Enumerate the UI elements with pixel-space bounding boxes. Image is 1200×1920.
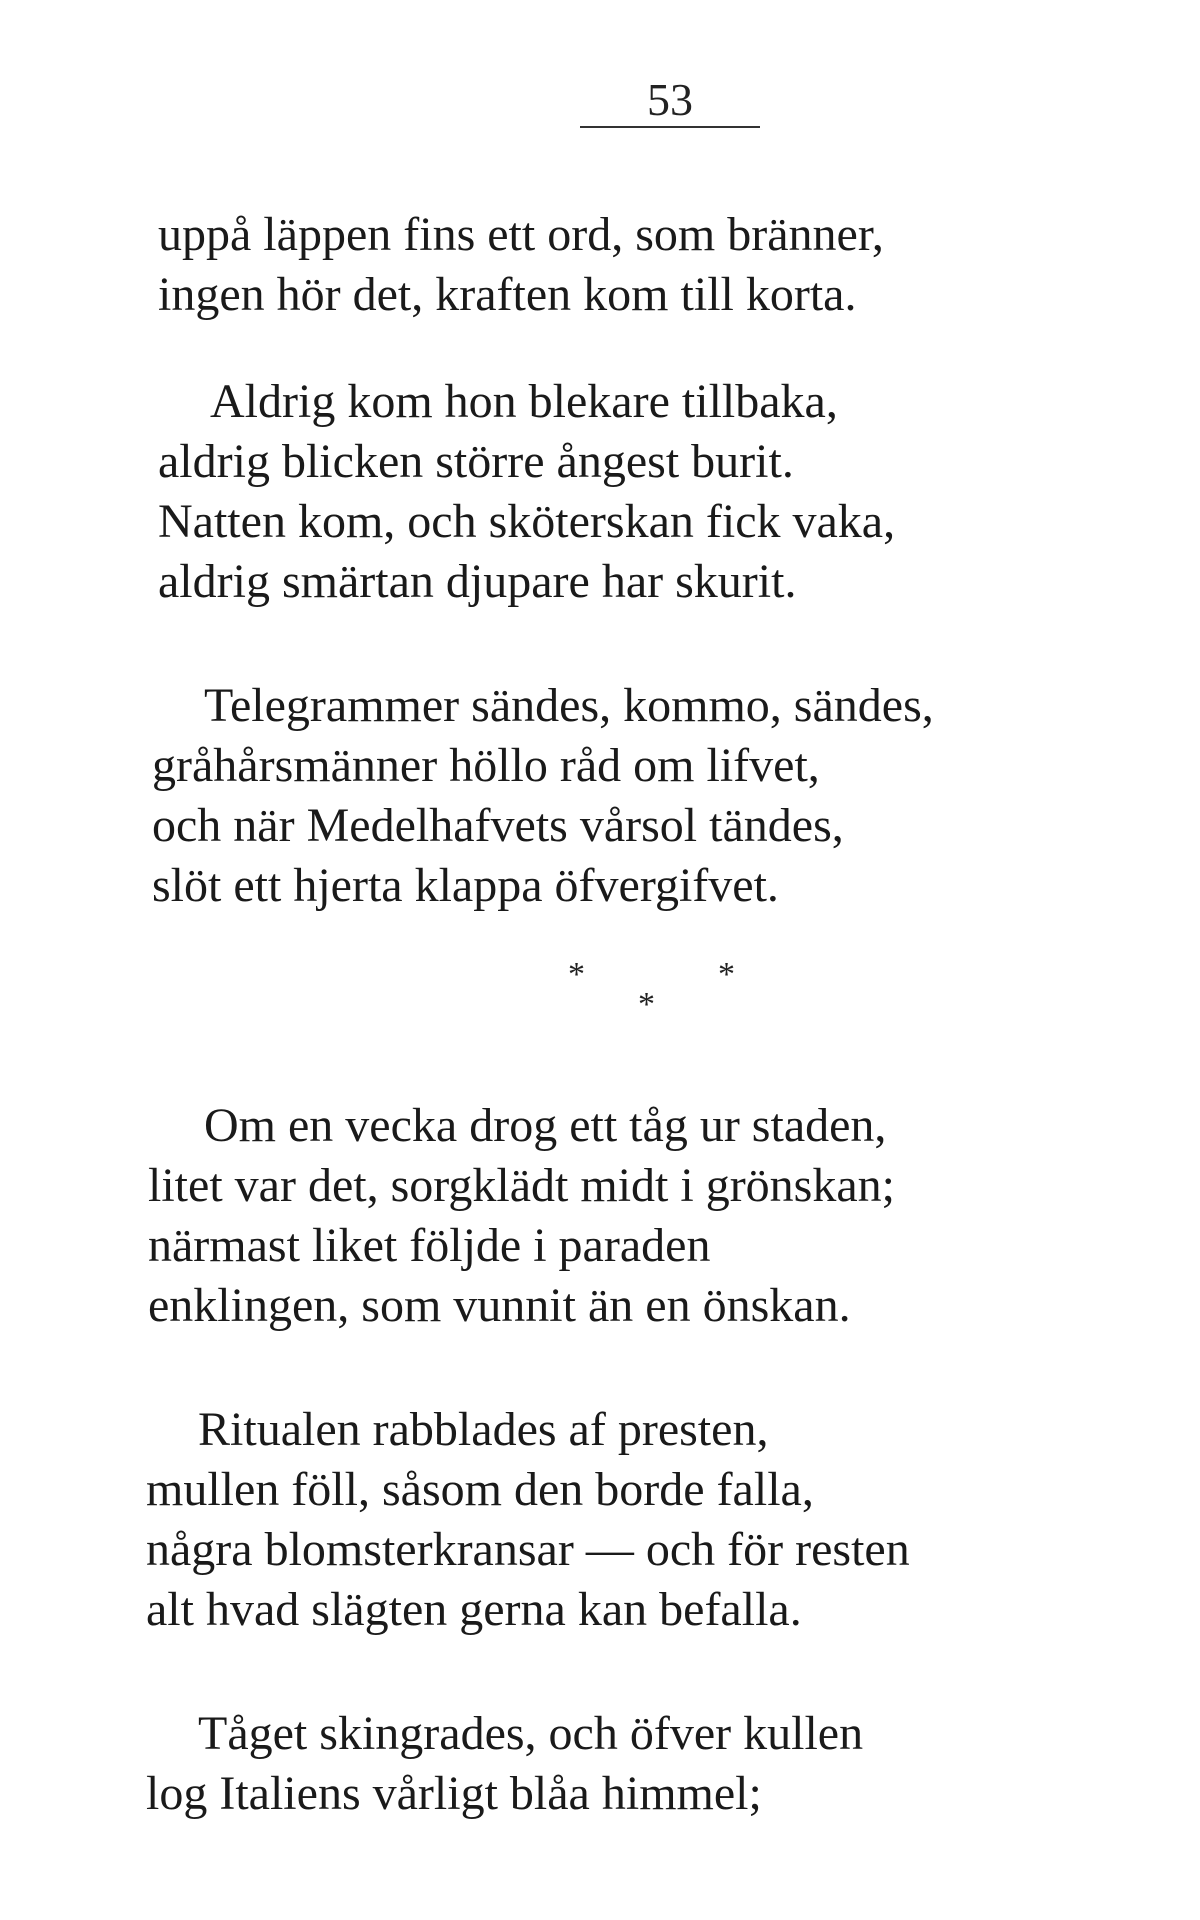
poem-line: Aldrig kom hon blekare tillbaka, — [210, 375, 838, 428]
poem-line: slöt ett hjerta klappa öfvergifvet. — [152, 859, 779, 912]
poem-line: mullen föll, såsom den borde falla, — [146, 1463, 814, 1516]
poem-line: enklingen, som vunnit än en önskan. — [148, 1279, 851, 1332]
poem-line: gråhårsmänner höllo råd om lifvet, — [152, 739, 820, 792]
asterisk-mark: * — [718, 956, 735, 993]
poem-line: uppå läppen fins ett ord, som bränner, — [158, 208, 884, 261]
poem-line: aldrig blicken större ångest burit. — [158, 435, 794, 488]
page-number-rule — [580, 126, 760, 128]
poem-line: Ritualen rabblades af presten, — [198, 1403, 769, 1456]
section-separator — [540, 950, 760, 1040]
poem-line: några blomsterkransar — och för resten — [146, 1523, 910, 1576]
poem-line: alt hvad slägten gerna kan befalla. — [146, 1583, 802, 1636]
poem-line: Natten kom, och sköterskan fick vaka, — [158, 495, 896, 548]
poem-line: Om en vecka drog ett tåg ur staden, — [204, 1099, 887, 1152]
asterisk-mark: * — [638, 986, 655, 1023]
poem-line: närmast liket följde i paraden — [148, 1219, 711, 1272]
poem-line: Tåget skingrades, och öfver kullen — [198, 1707, 864, 1760]
asterisk-mark: * — [568, 956, 585, 993]
poem-line: Telegrammer sändes, kommo, sändes, — [204, 679, 934, 732]
poem-line: ingen hör det, kraften kom till korta. — [158, 268, 857, 321]
poem-line: och när Medelhafvets vårsol tändes, — [152, 799, 844, 852]
page-number: 53 — [647, 74, 693, 125]
poem-line: log Italiens vårligt blåa himmel; — [146, 1767, 762, 1820]
poem-line: aldrig smärtan djupare har skurit. — [158, 555, 797, 608]
poem-line: litet var det, sorgklädt midt i grönskan; — [148, 1159, 895, 1212]
